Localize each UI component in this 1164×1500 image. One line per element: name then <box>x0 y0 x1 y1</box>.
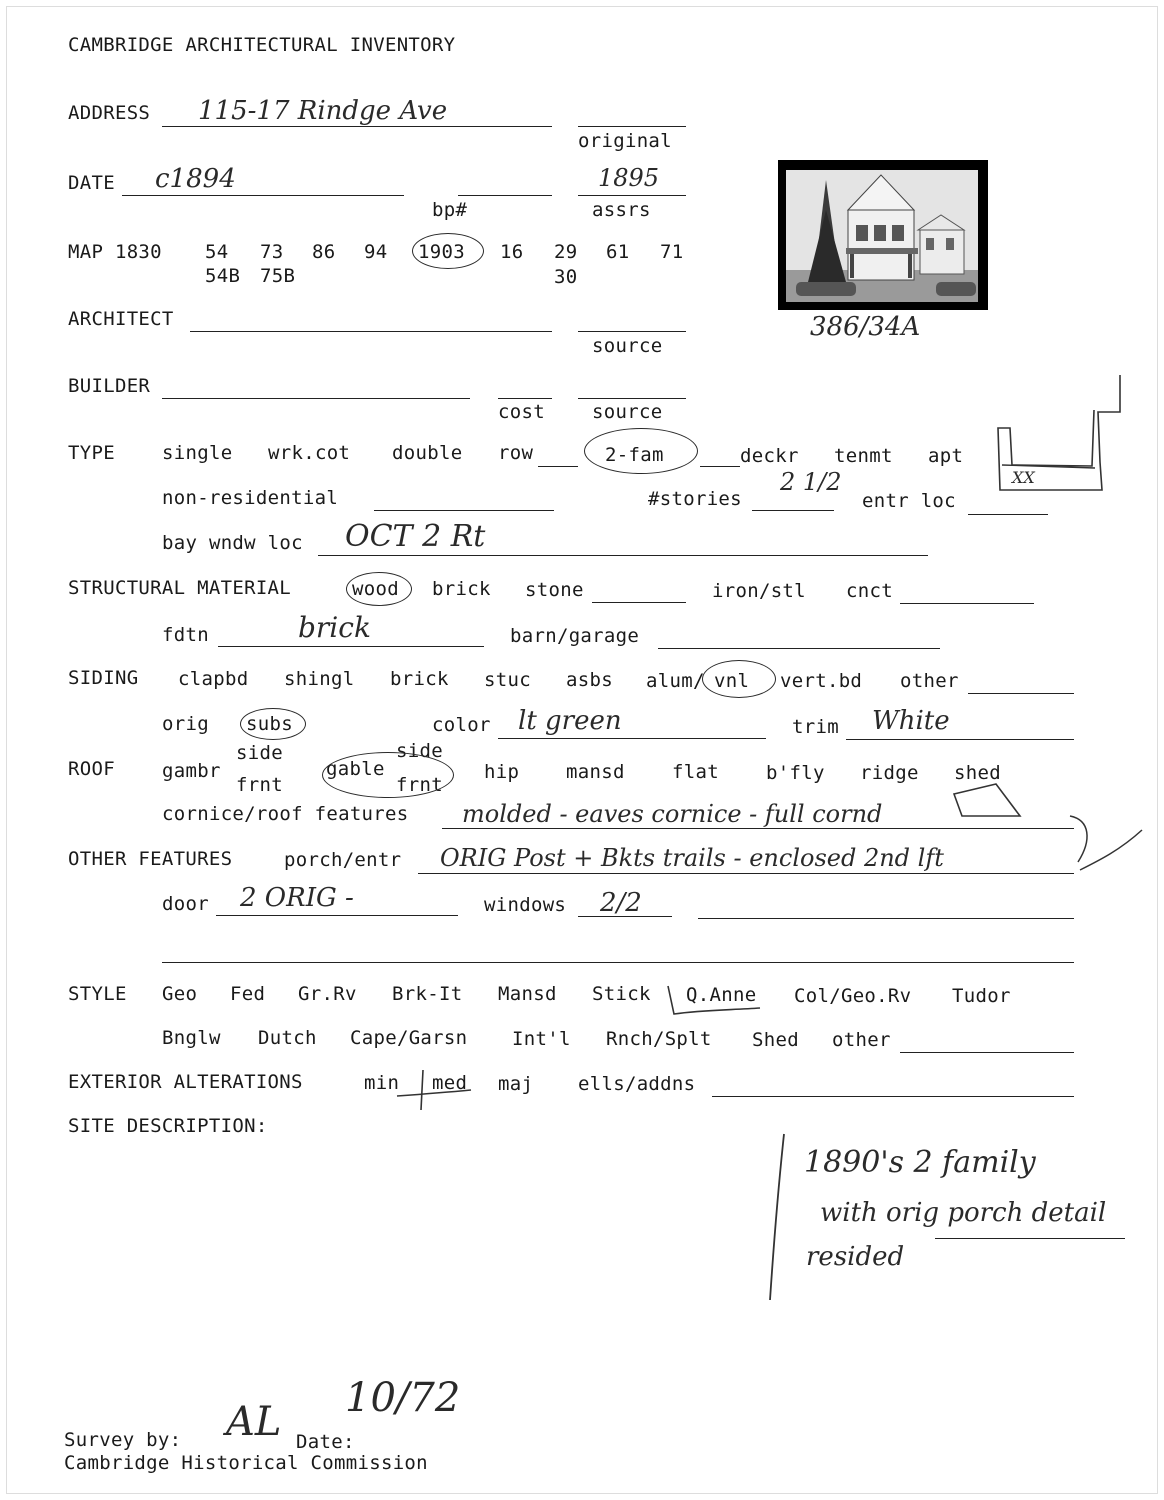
entrance-location-sketch <box>990 370 1125 495</box>
siding-vert-bd: vert.bd <box>780 670 863 692</box>
porch-value: ORIG Post + Bkts trails - enclosed 2nd lft <box>440 844 944 872</box>
bracket-mark <box>1060 810 1150 890</box>
type-deckr: deckr <box>740 445 799 467</box>
map-86: 86 <box>312 241 336 263</box>
form-title: CAMBRIDGE ARCHITECTURAL INVENTORY <box>68 34 456 56</box>
porch-label: porch/entr <box>284 849 402 871</box>
barn-garage-line <box>658 648 940 649</box>
style-other-line <box>900 1052 1074 1053</box>
struct-iron-stl: iron/stl <box>712 580 806 602</box>
door-line <box>216 915 458 916</box>
siding-vnl-circle <box>702 660 776 698</box>
deckr-line <box>700 466 740 467</box>
roof-mansd: mansd <box>566 761 625 783</box>
type-wrk-cot: wrk.cot <box>268 442 351 464</box>
map-94: 94 <box>364 241 388 263</box>
style-rnch-splt: Rnch/Splt <box>606 1028 712 1050</box>
stories-value: 2 1/2 <box>780 468 842 496</box>
bp-line <box>458 195 552 196</box>
style-gr-rv: Gr.Rv <box>298 983 357 1005</box>
site-note-underline <box>935 1238 1125 1239</box>
fdtn-value: brick <box>298 611 371 644</box>
alt-med: med <box>432 1072 468 1094</box>
style-tudor: Tudor <box>952 985 1011 1007</box>
orig-subs: subs <box>246 713 293 735</box>
commission-label: Cambridge Historical Commission <box>64 1452 428 1474</box>
color-value: lt green <box>518 706 622 736</box>
date-label: DATE <box>68 172 115 194</box>
type-label: TYPE <box>68 442 115 464</box>
entrance-mark: XX <box>1012 468 1035 487</box>
roof-frnt-2: frnt <box>396 774 443 796</box>
map-54: 54 <box>205 241 229 263</box>
map-71: 71 <box>660 241 684 263</box>
style-col-geo-rv: Col/Geo.Rv <box>794 985 912 1007</box>
site-note-2: with orig porch detail <box>820 1198 1107 1228</box>
architect-source-label: source <box>592 335 663 357</box>
trim-value: White <box>872 706 950 736</box>
alt-ells-addns: ells/addns <box>578 1073 696 1095</box>
site-bracket-mark <box>760 1130 800 1305</box>
survey-date-value: 10/72 <box>345 1375 461 1421</box>
date-value: c1894 <box>155 164 236 194</box>
roof-gable-circle <box>322 752 454 798</box>
other-features-label: OTHER FEATURES <box>68 848 233 870</box>
stories-line <box>752 510 834 511</box>
address-value: 115-17 Rindge Ave <box>198 96 448 126</box>
blank-line <box>162 962 1074 963</box>
cornice-line <box>442 828 1074 829</box>
struct-stone: stone <box>525 579 584 601</box>
windows-line-2 <box>698 918 1074 919</box>
cost-label: cost <box>498 401 545 423</box>
siding-clapbd: clapbd <box>178 668 249 690</box>
date-line <box>122 195 404 196</box>
architect-label: ARCHITECT <box>68 308 174 330</box>
map-73: 73 <box>260 241 284 263</box>
alt-min: min <box>364 1072 400 1094</box>
builder-line <box>162 398 470 399</box>
architect-source-line <box>578 331 686 332</box>
cnct-line <box>900 603 1034 604</box>
address-line <box>162 126 552 127</box>
style-stick: Stick <box>592 983 651 1005</box>
windows-label: windows <box>484 894 567 916</box>
windows-value: 2/2 <box>600 888 642 918</box>
assrs-label: assrs <box>592 199 651 221</box>
siding-other-line <box>968 693 1074 694</box>
bay-window-label: bay wndw loc <box>162 532 303 554</box>
roof-bfly: b'fly <box>766 762 825 784</box>
survey-by-label: Survey by: <box>64 1429 182 1451</box>
porch-line <box>418 873 1074 874</box>
architect-line <box>190 331 552 332</box>
style-fed: Fed <box>230 983 266 1005</box>
map-16: 16 <box>500 241 524 263</box>
struct-wood: wood <box>352 578 399 600</box>
siding-other: other <box>900 670 959 692</box>
builder-source-line <box>578 398 686 399</box>
type-2-fam-circle <box>584 428 698 474</box>
siding-asbs: asbs <box>566 669 613 691</box>
cornice-label: cornice/roof features <box>162 803 409 825</box>
assrs-line <box>578 195 686 196</box>
roof-hip: hip <box>484 761 520 783</box>
alt-selection-mark <box>395 1066 475 1114</box>
bay-window-line <box>318 555 928 556</box>
type-tenmt: tenmt <box>834 445 893 467</box>
assrs-year: 1895 <box>598 164 660 192</box>
alt-maj: maj <box>498 1073 534 1095</box>
siding-brick: brick <box>390 668 449 690</box>
roof-side-1: side <box>236 742 283 764</box>
style-other: other <box>832 1029 891 1051</box>
entr-loc-line <box>968 514 1048 515</box>
stone-line <box>592 602 686 603</box>
map-75b: 75B <box>260 265 296 287</box>
builder-label: BUILDER <box>68 375 151 397</box>
map-1903-circle <box>412 233 484 269</box>
roof-ridge: ridge <box>860 762 919 784</box>
building-photo <box>778 160 988 310</box>
color-label: color <box>432 714 491 736</box>
door-value: 2 ORIG - <box>240 883 354 913</box>
map-label: MAP 1830 <box>68 241 162 263</box>
type-double: double <box>392 442 463 464</box>
siding-alum: alum/ <box>646 670 705 692</box>
style-intl: Int'l <box>512 1028 571 1050</box>
exterior-alterations-label: EXTERIOR ALTERATIONS <box>68 1071 303 1093</box>
door-label: door <box>162 893 209 915</box>
roof-label: ROOF <box>68 758 115 780</box>
original-line <box>578 126 686 127</box>
map-61: 61 <box>606 241 630 263</box>
style-mansd: Mansd <box>498 983 557 1005</box>
color-line <box>498 738 766 739</box>
survey-date-label: Date: <box>296 1431 355 1453</box>
bp-label: bp# <box>432 199 468 221</box>
roof-frnt-1: frnt <box>236 774 283 796</box>
builder-source-label: source <box>592 401 663 423</box>
roof-gable: gable <box>326 758 385 780</box>
entr-loc-label: entr loc <box>862 490 956 512</box>
address-label: ADDRESS <box>68 102 151 124</box>
barn-garage-label: barn/garage <box>510 625 640 647</box>
style-shed: Shed <box>752 1029 799 1051</box>
style-bnglw: Bnglw <box>162 1027 221 1049</box>
row-line <box>538 466 578 467</box>
stories-label: #stories <box>648 488 742 510</box>
trim-line <box>846 739 1074 740</box>
struct-cnct: cnct <box>846 580 893 602</box>
orig-label: orig <box>162 713 209 735</box>
style-dutch: Dutch <box>258 1027 317 1049</box>
map-1903: 1903 <box>418 241 465 263</box>
style-geo: Geo <box>162 983 198 1005</box>
site-note-1: 1890's 2 family <box>804 1145 1036 1180</box>
roof-side-2: side <box>396 740 443 762</box>
non-residential-label: non-residential <box>162 487 339 509</box>
style-q-anne-mark <box>660 980 770 1020</box>
type-row: row <box>498 442 534 464</box>
orig-subs-circle <box>240 708 306 740</box>
style-label: STYLE <box>68 983 127 1005</box>
style-cape-garsn: Cape/Garsn <box>350 1027 468 1049</box>
non-residential-line <box>374 510 554 511</box>
roof-gambr: gambr <box>162 760 221 782</box>
cost-line <box>498 398 552 399</box>
style-brk-it: Brk-It <box>392 983 463 1005</box>
siding-shingl: shingl <box>284 668 355 690</box>
cornice-value: molded - eaves cornice - full cornd <box>462 800 883 828</box>
site-note-3: resided <box>806 1242 905 1272</box>
style-q-anne: Q.Anne <box>686 984 757 1006</box>
bay-window-value: OCT 2 Rt <box>345 519 486 554</box>
surveyor-initials: AL <box>226 1399 282 1445</box>
type-single: single <box>162 442 233 464</box>
structural-label: STRUCTURAL MATERIAL <box>68 577 292 599</box>
site-description-label: SITE DESCRIPTION: <box>68 1115 268 1137</box>
original-label: original <box>578 130 672 152</box>
ells-addns-line <box>712 1096 1074 1097</box>
struct-brick: brick <box>432 578 491 600</box>
roof-flat: flat <box>672 761 719 783</box>
map-30: 30 <box>554 266 578 288</box>
siding-label: SIDING <box>68 667 139 689</box>
roof-shed: shed <box>954 762 1001 784</box>
trim-label: trim <box>792 716 839 738</box>
siding-stuc: stuc <box>484 669 531 691</box>
roof-shed-sketch <box>950 780 1025 820</box>
map-29: 29 <box>554 241 578 263</box>
fdtn-line <box>218 646 484 647</box>
map-54b: 54B <box>205 265 241 287</box>
photo-reference: 386/34A <box>810 312 921 342</box>
type-2-fam: 2-fam <box>605 444 664 466</box>
fdtn-label: fdtn <box>162 624 209 646</box>
type-apt: apt <box>928 445 964 467</box>
struct-wood-circle <box>346 572 412 606</box>
siding-vnl: vnl <box>714 670 750 692</box>
